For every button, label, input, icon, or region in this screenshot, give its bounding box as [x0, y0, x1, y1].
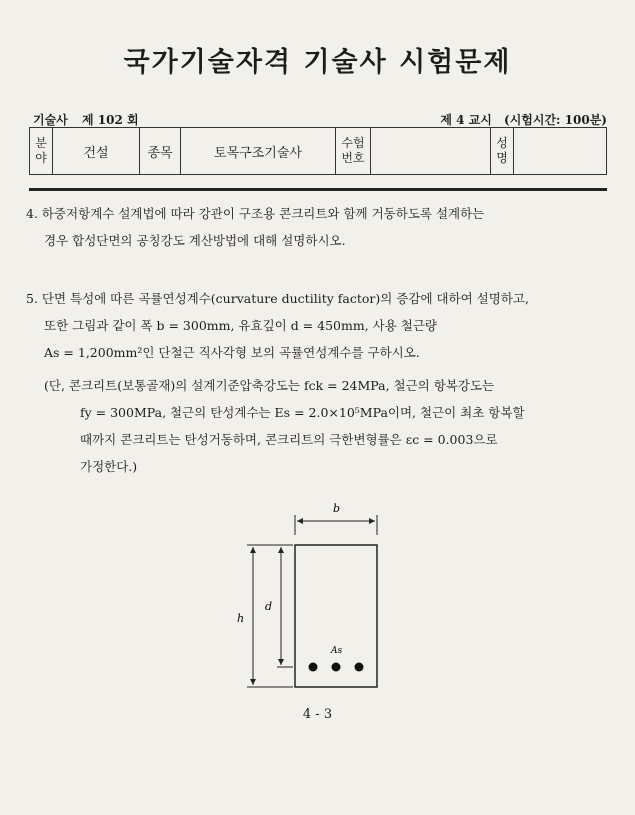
category-value-cell: 토목구조기술사 — [181, 128, 336, 175]
b-arrow-left — [297, 518, 303, 524]
condition-line-3: 때까지 콘크리트는 탄성거동하며, 콘크리트의 극한변형률은 εc = 0.003으로 — [80, 432, 498, 447]
exam-number-value-cell[interactable] — [371, 128, 491, 175]
exam-title: 국가기술자격 기술사 시험문제 — [123, 47, 512, 78]
rebar-2 — [332, 663, 341, 672]
question-5-line-1: 5. 단면 특성에 따른 곡률연성계수(curvature ductility factor)의 증감에 대하여 설명하고, — [26, 291, 529, 306]
field-value-cell: 건설 — [53, 128, 140, 175]
category-label-cell: 종목 — [140, 128, 181, 175]
d-label: d — [265, 600, 273, 613]
time-text: (시험시간: 100분) — [504, 113, 607, 127]
question-4 — [26, 200, 616, 254]
exam-number-label-cell: 수험번호 — [336, 128, 371, 175]
period-text: 제 4 교시 — [440, 113, 492, 127]
question-5 — [26, 285, 616, 366]
session-text: 제 102 회 — [81, 113, 139, 127]
grade-text: 기술사 — [33, 113, 68, 127]
field-label-cell: 분야 — [30, 128, 53, 175]
h-arrow-top — [250, 547, 256, 553]
condition-line-1: (단, 콘크리트(보통골재)의 설계기준압축강도는 fck = 24MPa, 철근의 항복강도는 — [44, 378, 495, 393]
h-arrow-bottom — [250, 679, 256, 685]
d-arrow-top — [278, 547, 284, 553]
exam-header-table — [29, 127, 607, 175]
question-5-line-2: 또한 그림과 같이 폭 b = 300mm, 유효깊이 d = 450mm, 사용 철근량 — [44, 318, 437, 333]
b-arrow-right — [369, 518, 375, 524]
condition-line-4: 가정한다.) — [80, 459, 138, 474]
as-label: As — [331, 646, 343, 656]
condition-line-2: fy = 300MPa, 철근의 탄성계수는 Es = 2.0×10⁵MPa이며, 철근이 최초 항복할 — [80, 405, 525, 420]
exam-meta-left — [33, 111, 149, 128]
question-4-line-1: 4. 하중저항계수 설계법에 따라 강관이 구조용 콘크리트와 함께 거동하도록 설계하는 — [26, 206, 485, 221]
question-5-conditions — [44, 372, 616, 480]
beam-section-figure — [225, 495, 395, 695]
exam-meta-right — [432, 111, 607, 128]
h-label: h — [237, 612, 245, 625]
b-label: b — [333, 502, 341, 515]
page-number: 4 - 3 — [302, 707, 333, 722]
d-arrow-bottom — [278, 659, 284, 665]
name-label-cell: 성명 — [491, 128, 514, 175]
rebar-1 — [309, 663, 318, 672]
question-5-line-3: As = 1,200mm²인 단철근 직사각형 보의 곡률연성계수를 구하시오. — [44, 345, 420, 360]
rebar-3 — [355, 663, 364, 672]
name-value-cell[interactable] — [514, 128, 607, 175]
header-divider — [29, 188, 607, 191]
question-4-line-2: 경우 합성단면의 공칭강도 계산방법에 대해 설명하시오. — [44, 233, 346, 248]
